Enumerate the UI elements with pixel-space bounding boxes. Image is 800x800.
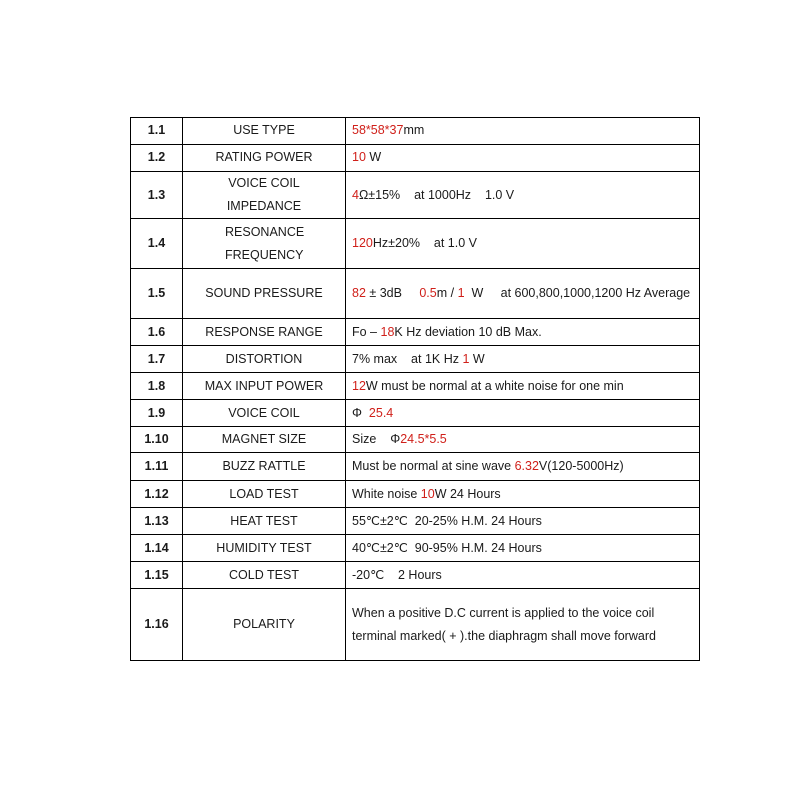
spec-value-part: Hz±20% at 1.0 V <box>372 236 477 251</box>
spec-value <box>346 373 700 400</box>
spec-number: 1.3 <box>131 172 183 219</box>
spec-number: 1.6 <box>131 319 183 346</box>
spec-value-part: 1 <box>462 351 470 366</box>
spec-value <box>346 269 700 319</box>
spec-row <box>131 269 700 319</box>
spec-value <box>346 481 700 508</box>
spec-value <box>346 453 700 481</box>
spec-name: POLARITY <box>183 589 346 661</box>
spec-value-part: 40℃±2℃ 90-95% H.M. 24 Hours <box>352 540 542 555</box>
spec-table <box>130 117 700 661</box>
spec-row <box>131 481 700 508</box>
spec-name: MAX INPUT POWER <box>183 373 346 400</box>
spec-value-part: ± 3dB <box>365 286 420 301</box>
spec-number: 1.11 <box>131 453 183 481</box>
spec-row <box>131 508 700 535</box>
spec-value <box>346 427 700 453</box>
spec-number: 1.14 <box>131 535 183 562</box>
spec-value-part: 6.32 <box>514 459 539 474</box>
spec-row <box>131 319 700 346</box>
spec-name: USE TYPE <box>183 118 346 145</box>
spec-value <box>346 535 700 562</box>
spec-name: VOICE COIL <box>183 400 346 427</box>
spec-value <box>346 589 700 661</box>
spec-value-part: 24.5*5.5 <box>400 432 447 447</box>
spec-value-part: 12 <box>352 378 366 393</box>
spec-number: 1.16 <box>131 589 183 661</box>
spec-value <box>346 319 700 346</box>
spec-value-part: 10 <box>420 486 435 501</box>
spec-value-part: 0.5 <box>419 286 437 301</box>
spec-row <box>131 172 700 219</box>
spec-value-part: W must be normal at a white noise for one min <box>365 378 624 393</box>
spec-value-part: W 24 Hours <box>434 486 501 501</box>
spec-row <box>131 346 700 373</box>
spec-value-part: W <box>469 351 485 366</box>
spec-number: 1.13 <box>131 508 183 535</box>
spec-value <box>346 508 700 535</box>
spec-name: DISTORTION <box>183 346 346 373</box>
spec-value-part: 4 <box>352 187 359 202</box>
spec-row <box>131 535 700 562</box>
spec-value-part: m / <box>436 286 458 301</box>
spec-value-part: 10 <box>352 150 366 165</box>
spec-value-part: 18 <box>380 324 395 339</box>
spec-row <box>131 118 700 145</box>
spec-value-part: White noise <box>352 486 421 501</box>
spec-name: MAGNET SIZE <box>183 427 346 453</box>
spec-value-part: -20℃ 2 Hours <box>352 567 442 582</box>
spec-value-part: Size Φ <box>352 432 401 447</box>
spec-number: 1.15 <box>131 562 183 589</box>
spec-row <box>131 427 700 453</box>
spec-name: RESPONSE RANGE <box>183 319 346 346</box>
spec-value-part: Ω±15% at 1000Hz 1.0 V <box>358 187 515 202</box>
spec-value-part: Fo – <box>352 324 381 339</box>
spec-value <box>346 400 700 427</box>
spec-row <box>131 219 700 269</box>
spec-value-part: mm <box>403 123 425 138</box>
spec-name: VOICE COIL IMPEDANCE <box>183 172 346 219</box>
spec-value-part: 120 <box>352 236 373 251</box>
spec-number: 1.9 <box>131 400 183 427</box>
spec-name: RESONANCE FREQUENCY <box>183 219 346 269</box>
spec-number: 1.12 <box>131 481 183 508</box>
spec-number: 1.2 <box>131 145 183 172</box>
spec-value <box>346 145 700 172</box>
spec-number: 1.7 <box>131 346 183 373</box>
spec-number: 1.1 <box>131 118 183 145</box>
spec-value-part: V(120-5000Hz) <box>538 459 624 474</box>
spec-value-part: Φ <box>352 405 369 420</box>
spec-name: SOUND PRESSURE <box>183 269 346 319</box>
spec-name: LOAD TEST <box>183 481 346 508</box>
spec-value-part: K Hz deviation 10 dB Max. <box>394 324 542 339</box>
spec-name: HUMIDITY TEST <box>183 535 346 562</box>
spec-number: 1.10 <box>131 427 183 453</box>
spec-value-part: When a positive D.C current is applied to the voice coil terminal marked( + ).the diaphragm shall move forward <box>352 605 658 643</box>
spec-value-part: 1 <box>457 286 465 301</box>
spec-value-part: 82 <box>352 286 366 301</box>
spec-name: HEAT TEST <box>183 508 346 535</box>
spec-value <box>346 172 700 219</box>
spec-value-part: 25.4 <box>368 405 394 420</box>
spec-name: COLD TEST <box>183 562 346 589</box>
spec-value-part: 55℃±2℃ 20-25% H.M. 24 Hours <box>352 513 542 528</box>
spec-row <box>131 453 700 481</box>
spec-number: 1.4 <box>131 219 183 269</box>
spec-table-body <box>131 118 700 661</box>
spec-row <box>131 145 700 172</box>
spec-name: RATING POWER <box>183 145 346 172</box>
spec-value <box>346 118 700 145</box>
spec-value <box>346 219 700 269</box>
spec-value <box>346 562 700 589</box>
spec-value-part: W at 600,800,1000,1200 Hz Average <box>464 286 691 301</box>
spec-row <box>131 562 700 589</box>
spec-row <box>131 400 700 427</box>
spec-number: 1.8 <box>131 373 183 400</box>
spec-value <box>346 346 700 373</box>
spec-number: 1.5 <box>131 269 183 319</box>
spec-row <box>131 589 700 661</box>
spec-value-part: Must be normal at sine wave <box>352 459 515 474</box>
spec-value-part: 58*58*37 <box>352 123 404 138</box>
spec-value-part: W <box>365 150 382 165</box>
spec-value-part: 7% max at 1K Hz <box>352 351 463 366</box>
spec-row <box>131 373 700 400</box>
spec-name: BUZZ RATTLE <box>183 453 346 481</box>
